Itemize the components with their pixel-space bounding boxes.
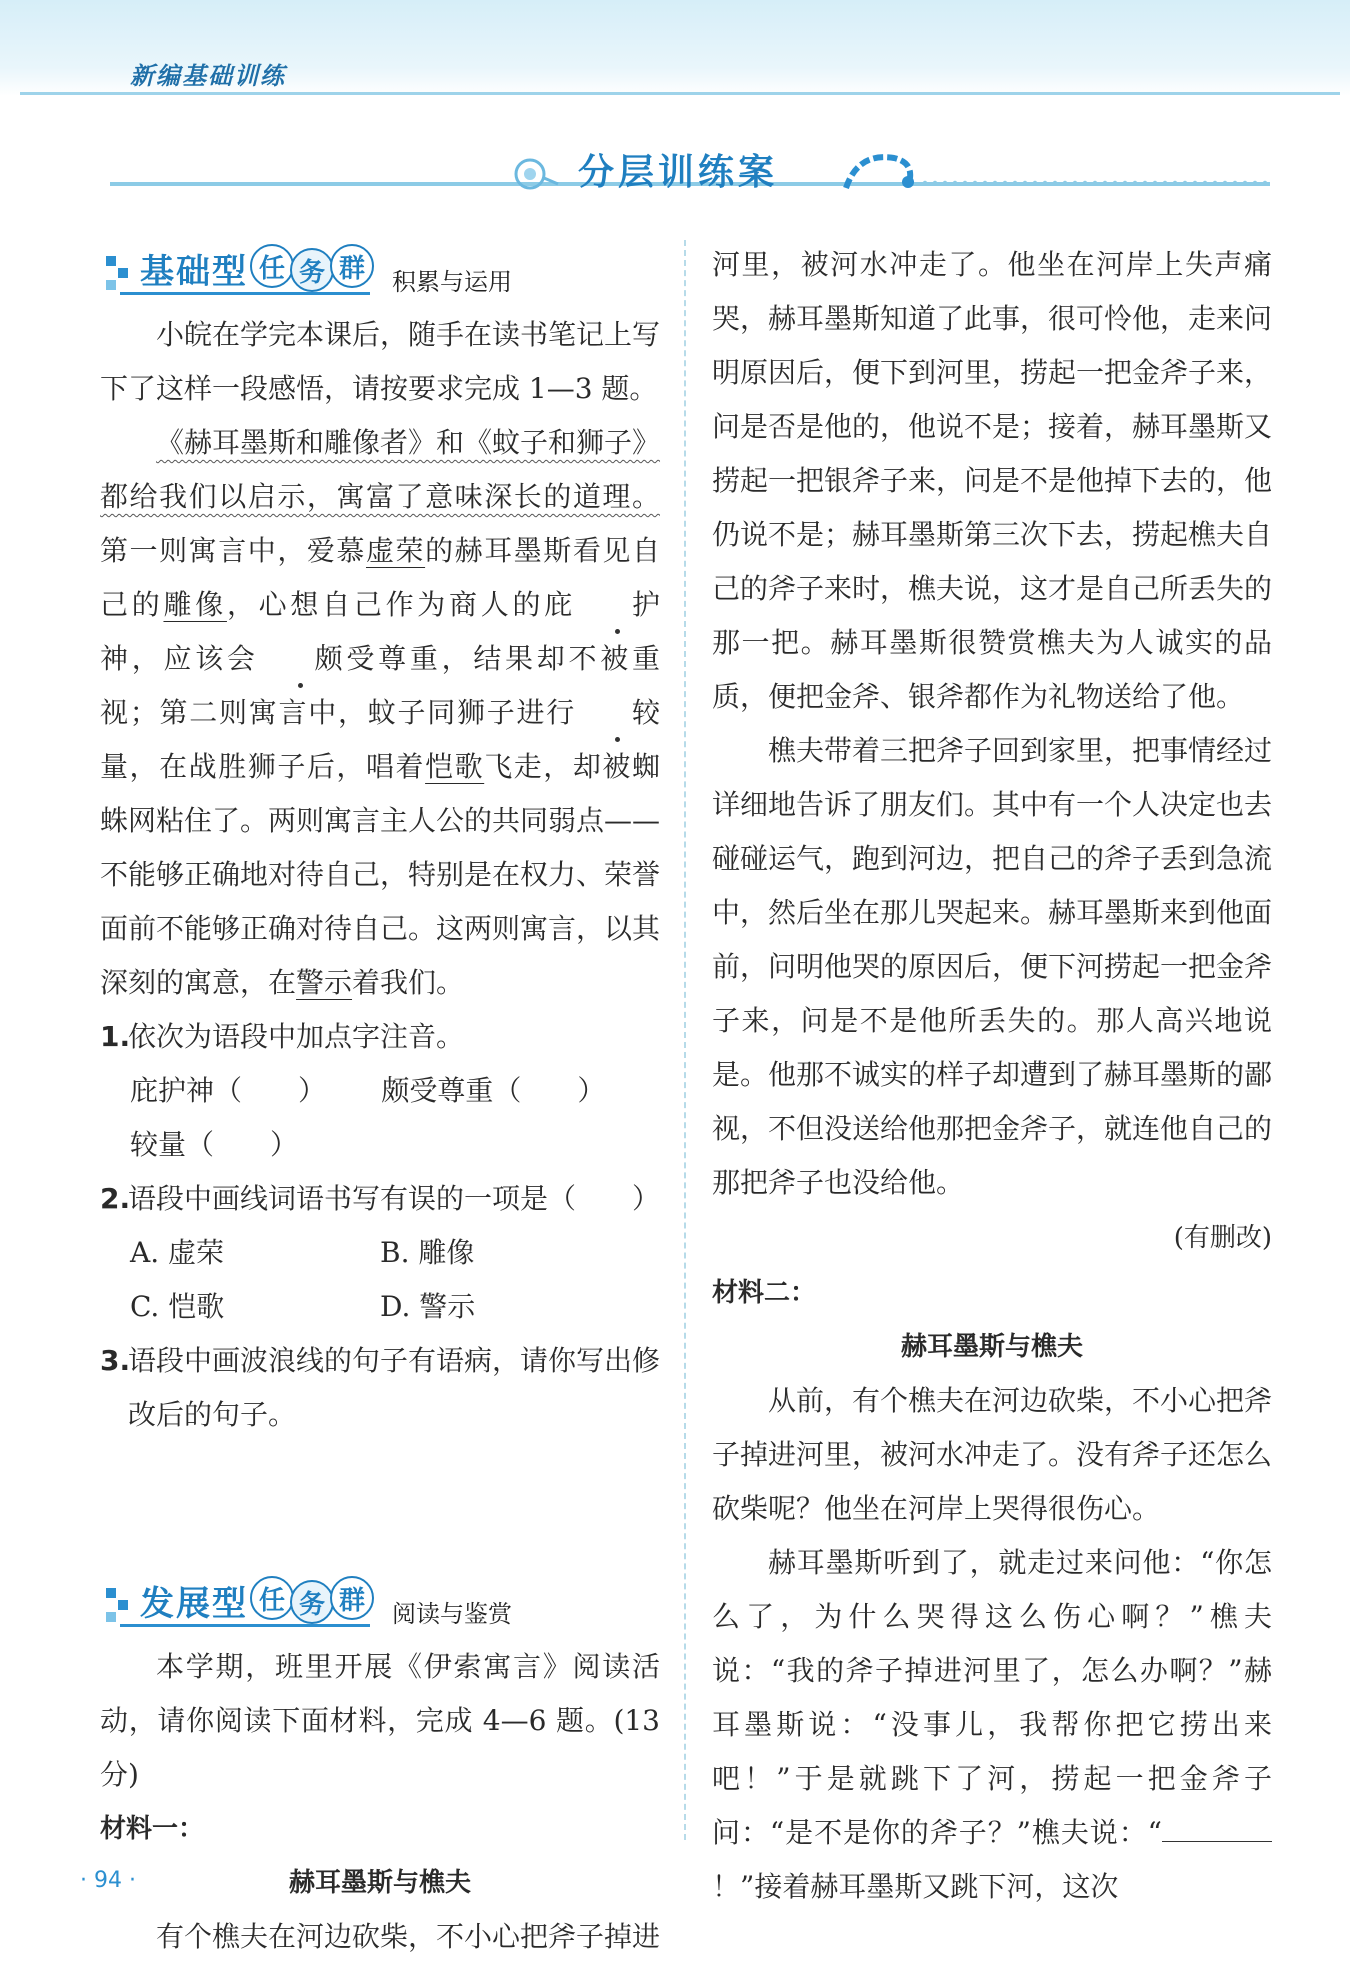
options-grid bbox=[100, 1226, 660, 1334]
dotted-char: 较 bbox=[576, 686, 660, 740]
header-border bbox=[20, 92, 1340, 95]
dotted-rule bbox=[920, 178, 1270, 188]
section-title: 分层训练案 bbox=[578, 152, 779, 193]
pinyin-items bbox=[100, 1118, 660, 1172]
passage-text: 第一则寓言中，爱慕 bbox=[100, 534, 366, 567]
question-number: 2. bbox=[100, 1182, 131, 1215]
task-circle: 务 bbox=[290, 1580, 334, 1624]
pinyin-item[interactable]: 颇受尊重（ ） bbox=[381, 1074, 606, 1107]
square-bullet-icon bbox=[106, 1588, 116, 1598]
dotted-char: 颇 bbox=[259, 632, 343, 686]
underlined-word: 雕像 bbox=[163, 588, 227, 621]
page-number: · 94 · bbox=[80, 1868, 136, 1893]
wavy-sentence: 《赫耳墨斯和雕像者》和《蚊子和狮子》都给我们以启示，寓富了意味深长的道理。 bbox=[100, 426, 661, 513]
question-3 bbox=[100, 1334, 660, 1442]
pinyin-item[interactable]: 庇护神（ ） bbox=[130, 1074, 327, 1107]
question-number: 1. bbox=[100, 1020, 131, 1053]
intro-paragraph: 小皖在学完本课后，随手在读书笔记上写下了这样一段感悟，请按要求完成 1—3 题。 bbox=[100, 318, 661, 405]
passage-text: 神，应该会 bbox=[100, 642, 259, 675]
passage-text: 量，在战胜狮子后，唱着 bbox=[100, 750, 426, 783]
question-text: 依次为语段中加点字注音。 bbox=[128, 1020, 465, 1053]
passage-text: 飞走，却被蜘蛛网粘住了。两则寓言主人公的共同弱点——不能够正确地对待自己，特别是在权力、荣誉面前不能够正确对待自己。这两则寓言，以其深刻的寓意，在 bbox=[100, 750, 661, 999]
answer-space[interactable] bbox=[100, 1442, 660, 1572]
material-2-label: 材料二： bbox=[712, 1278, 817, 1308]
task-group-subtitle: 阅读与鉴赏 bbox=[392, 1600, 512, 1628]
question-1 bbox=[100, 1010, 660, 1064]
material-1-title: 赫耳墨斯与樵夫 bbox=[288, 1868, 471, 1898]
ring-icon bbox=[500, 154, 560, 194]
material-2-text: 赫耳墨斯听到了，就走过来问他：“你怎么了，为什么哭得这么伤心啊？”樵夫说：“我的斧子掉进河里了，怎么办啊？”赫耳墨斯说：“没事儿，我帮你把它捞出来吧！”于是就跳下了河，捞起一把金斧子问：“是不是你的斧子？”樵夫说：“ bbox=[712, 1546, 1272, 1849]
underlined-word: 虚荣 bbox=[365, 534, 426, 567]
task-underline bbox=[120, 1624, 370, 1627]
material-2-paragraph-2 bbox=[712, 1536, 1272, 1914]
task-group-subtitle: 积累与运用 bbox=[392, 268, 512, 296]
material-2-title: 赫耳墨斯与樵夫 bbox=[900, 1332, 1083, 1362]
task-circle: 任 bbox=[250, 1576, 294, 1620]
question-text: 语段中画波浪线的句子有语病，请你写出修改后的句子。 bbox=[128, 1344, 661, 1431]
right-column bbox=[712, 238, 1272, 1914]
swirl-icon bbox=[838, 148, 918, 198]
material-1-paragraph-start: 有个樵夫在河边砍柴，不小心把斧子掉进 bbox=[156, 1920, 661, 1953]
material-1-paragraph-cont: 河里，被河水冲走了。他坐在河岸上失声痛哭，赫耳墨斯知道了此事，很可怜他，走来问明原因后，便下到河里，捞起一把金斧子来，问是否是他的，他说不是；接着，赫耳墨斯又捞起一把银斧子来，问是不是他掉下去的，他仍说不是；赫耳墨斯第三次下去，捞起樵夫自己的斧子来时，樵夫说，这才是自己所丢失的那一把。赫耳墨斯很赞赏樵夫为人诚实的品质，便把金斧、银斧都作为礼物送给了他。 bbox=[712, 248, 1273, 713]
task-group-title: 发展型 bbox=[140, 1584, 248, 1624]
option-b[interactable]: B. 雕像 bbox=[380, 1236, 475, 1269]
abridged-note: (有删改) bbox=[1173, 1223, 1272, 1253]
left-column bbox=[100, 240, 660, 1964]
answer-bracket[interactable]: （ ） bbox=[547, 1182, 660, 1215]
task-group-basic-header bbox=[100, 240, 660, 306]
option-d[interactable]: D. 警示 bbox=[380, 1290, 476, 1323]
material-1-label: 材料一： bbox=[100, 1814, 205, 1844]
passage-text: 的赫耳墨斯看见自己的 bbox=[100, 534, 660, 621]
material-1-paragraph-2: 樵夫带着三把斧子回到家里，把事情经过详细地告诉了朋友们。其中有一个人决定也去碰碰运气，跑到河边，把自己的斧子丢到急流中，然后坐在那儿哭起来。赫耳墨斯来到他面前，问明他哭的原因后，便下河捞起一把金斧子来，问是不是他所丢失的。那人高兴地说是。他那不诚实的样子却遭到了赫耳墨斯的鄙视，不但没送给他那把金斧子，就连他自己的那把斧子也没给他。 bbox=[712, 734, 1273, 1199]
passage-text: 着我们。 bbox=[352, 966, 465, 999]
pinyin-items bbox=[100, 1064, 660, 1118]
passage-text: 庇 bbox=[544, 588, 576, 621]
material-2-text: ！”接着赫耳墨斯又跳下河，这次 bbox=[712, 1870, 1119, 1903]
task-underline bbox=[120, 292, 370, 295]
task-circles bbox=[250, 1576, 370, 1624]
section-header bbox=[0, 140, 1350, 200]
passage-paragraph bbox=[100, 416, 660, 1010]
question-number: 3. bbox=[100, 1344, 131, 1377]
task-circle: 任 bbox=[250, 244, 294, 288]
material-2-paragraph-1: 从前，有个樵夫在河边砍柴，不小心把斧子掉进河里，被河水冲走了。没有斧子还怎么砍柴呢？他坐在河岸上哭得很伤心。 bbox=[712, 1384, 1273, 1525]
option-a[interactable]: A. 虚荣 bbox=[130, 1236, 225, 1269]
task-group-title: 基础型 bbox=[140, 252, 248, 292]
series-title: 新编基础训练 bbox=[130, 62, 286, 90]
square-bullet-icon bbox=[106, 256, 116, 266]
underlined-word: 警示 bbox=[296, 966, 353, 999]
task-group-develop-header bbox=[100, 1572, 660, 1638]
task-circle: 务 bbox=[290, 248, 334, 292]
task-circles bbox=[250, 244, 370, 292]
question-2 bbox=[100, 1172, 660, 1226]
passage-text: 受尊重，结果却不被重视；第二则寓言中，蚊子同狮子进行 bbox=[100, 642, 660, 729]
option-c[interactable]: C. 恺歌 bbox=[130, 1290, 225, 1323]
dotted-char: 护 bbox=[576, 578, 660, 632]
task-circle: 群 bbox=[330, 1576, 374, 1620]
intro-paragraph-2: 本学期，班里开展《伊索寓言》阅读活动，请你阅读下面材料，完成 4—6 题。(13 分) bbox=[100, 1650, 660, 1791]
passage-text: ，心想自己作为商人的 bbox=[226, 588, 545, 621]
underlined-word: 恺歌 bbox=[425, 750, 485, 783]
question-text: 语段中画线词语书写有误的一项是 bbox=[128, 1182, 549, 1215]
column-divider bbox=[684, 240, 686, 1840]
task-circle: 群 bbox=[330, 244, 374, 288]
fill-blank[interactable] bbox=[1162, 1813, 1272, 1842]
pinyin-item[interactable]: 较量（ ） bbox=[130, 1128, 299, 1161]
